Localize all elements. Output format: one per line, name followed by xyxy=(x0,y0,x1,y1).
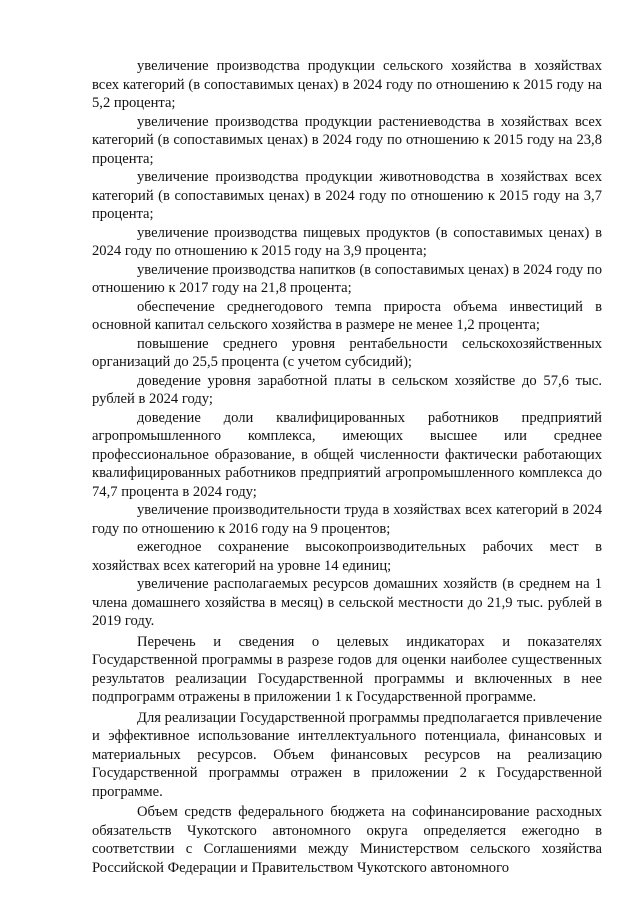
paragraph-target-crop-production: увеличение производства продукции растениеводства в хозяйствах всех категорий (в сопоставимых ценах) в 2024 году по отношению к 2015 году на 23,8 процента; xyxy=(92,113,602,167)
paragraph-target-beverage-production: увеличение производства напитков (в сопоставимых ценах) в 2024 году по отношению к 2017 году на 21,8 процента; xyxy=(92,261,602,296)
paragraph-target-total-production: увеличение производства продукции сельского хозяйства в хозяйствах всех категорий (в сопоставимых ценах) в 2024 году по отношению к 2015 году на 5,2 процента; xyxy=(92,58,602,111)
paragraph-target-household-resources: увеличение располагаемых ресурсов домашних хозяйств (в среднем на 1 члена домашнего хозяйства в месяц) в сельской местности до 21,9 тыс. рублей в 2019 году. xyxy=(92,576,602,629)
paragraph-target-livestock-production: увеличение производства продукции животноводства в хозяйствах всех категорий (в сопоставимых ценах) в 2024 году по отношению к 2015 году на 3,7 процента; xyxy=(92,169,602,222)
paragraph-target-food-production: увеличение производства пищевых продуктов (в сопоставимых ценах) в 2024 году по отношению к 2015 году на 3,9 процента; xyxy=(92,224,602,259)
paragraph-target-qualified-workers: доведение доли квалифицированных работников предприятий агропромышленного комплекса, имеющих высшее или среднее профессиональное образование, в общей численности фактически работающих квалифицированных работников предприятий агропромышленного комплекса до 74,7 процента в 2024 году; xyxy=(92,409,602,500)
paragraph-indicators-list: Перечень и сведения о целевых индикаторах и показателях Государственной программы в разрезе годов для оценки наиболее существенных результатов реализации Государственной программы и включенных в нее подпрограмм отражены в приложении 1 к Государственной программе. xyxy=(92,633,602,705)
document-page xyxy=(92,57,602,877)
paragraph-target-profitability: повышение среднего уровня рентабельности сельскохозяйственных организаций до 25,5 процента (с учетом субсидий); xyxy=(92,335,602,370)
paragraph-federal-budget: Объем средств федерального бюджета на софинансирование расходных обязательств Чукотского автономного округа определяется ежегодно в соответствии с Соглашениями между Министерством сельского хозяйства Российской Федерации и Правительством Чукотского автономного xyxy=(92,804,602,876)
paragraph-target-labor-productivity: увеличение производительности труда в хозяйствах всех категорий в 2024 году по отношению к 2016 году на 9 процентов; xyxy=(92,502,602,537)
paragraph-target-investment-growth: обеспечение среднегодового темпа прироста объема инвестиций в основной капитал сельского хозяйства в размере не менее 1,2 процента; xyxy=(92,298,602,333)
paragraph-program-resources: Для реализации Государственной программы предполагается привлечение и эффективное использование интеллектуального потенциала, финансовых и материальных ресурсов. Объем финансовых ресурсов на реализацию Государственной программы отражен в приложении 2 к Государственной программе. xyxy=(92,709,602,800)
paragraph-target-workplaces: ежегодное сохранение высокопроизводительных рабочих мест в хозяйствах всех категорий на уровне 14 единиц; xyxy=(92,539,602,574)
paragraph-target-wages: доведение уровня заработной платы в сельском хозяйстве до 57,6 тыс. рублей в 2024 году; xyxy=(92,372,602,407)
